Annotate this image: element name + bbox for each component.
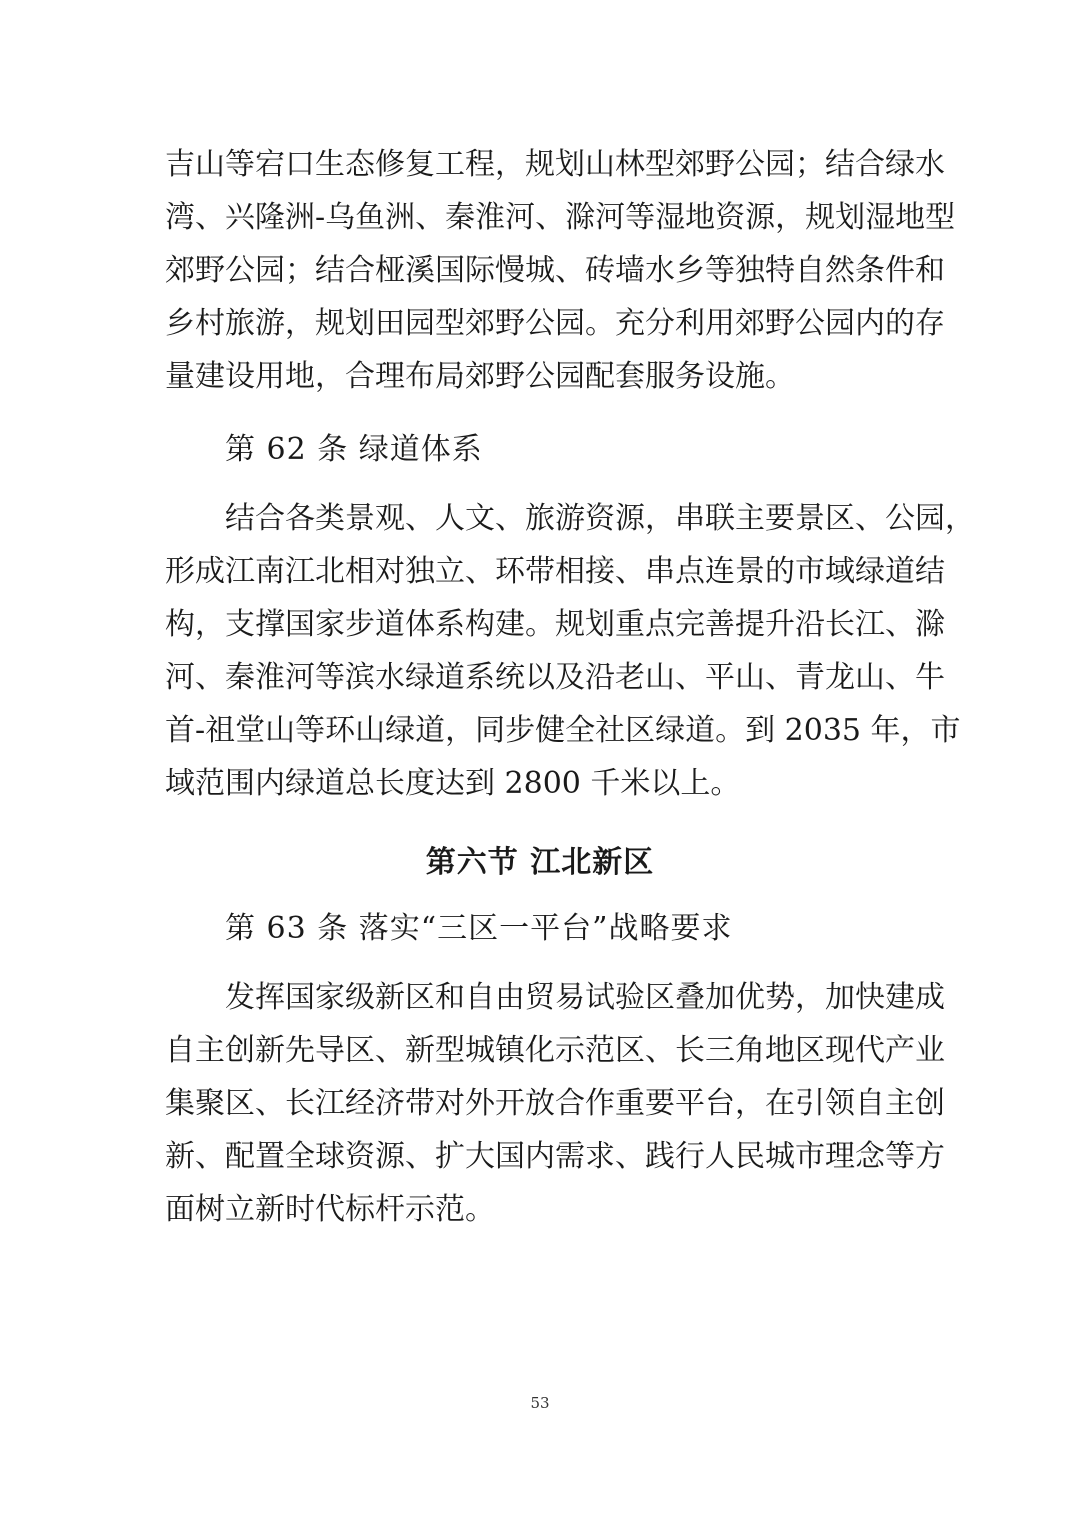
text-line: 集聚区、长江经济带对外开放合作重要平台，在引领自主创: [165, 1086, 945, 1121]
article-63-title: 第 63 条 落实“三区一平台”战略要求: [225, 911, 733, 946]
text-line: 自主创新先导区、新型城镇化示范区、长三角地区现代产业: [165, 1033, 945, 1068]
text-line: 量建设用地，合理布局郊野公园配套服务设施。: [165, 359, 795, 394]
text-line: 首-祖堂山等环山绿道，同步健全社区绿道。到 2035 年，市: [165, 713, 961, 748]
text-line: 构，支撑国家步道体系构建。规划重点完善提升沿长江、滁: [165, 607, 945, 642]
text-line: 湾、兴隆洲-乌鱼洲、秦淮河、滁河等湿地资源，规划湿地型: [165, 200, 956, 235]
text-line: 吉山等宕口生态修复工程，规划山林型郊野公园；结合绿水: [165, 147, 945, 182]
text-line: 形成江南江北相对独立、环带相接、串点连景的市域绿道结: [165, 554, 945, 589]
text-line: 发挥国家级新区和自由贸易试验区叠加优势，加快建成: [225, 980, 945, 1015]
text-line: 乡村旅游，规划田园型郊野公园。充分利用郊野公园内的存: [165, 306, 945, 341]
section-heading: 第六节 江北新区: [425, 845, 655, 880]
text-line: 新、配置全球资源、扩大国内需求、践行人民城市理念等方: [165, 1139, 945, 1174]
text-line: 结合各类景观、人文、旅游资源，串联主要景区、公园，: [225, 501, 975, 536]
text-line: 郊野公园；结合桠溪国际慢城、砖墙水乡等独特自然条件和: [165, 253, 945, 288]
text-line: 河、秦淮河等滨水绿道系统以及沿老山、平山、青龙山、牛: [165, 660, 945, 695]
page-number: 53: [530, 1394, 550, 1412]
text-line: 域范围内绿道总长度达到 2800 千米以上。: [165, 766, 741, 801]
article-62-title: 第 62 条 绿道体系: [225, 432, 483, 467]
text-line: 面树立新时代标杆示范。: [165, 1192, 495, 1227]
